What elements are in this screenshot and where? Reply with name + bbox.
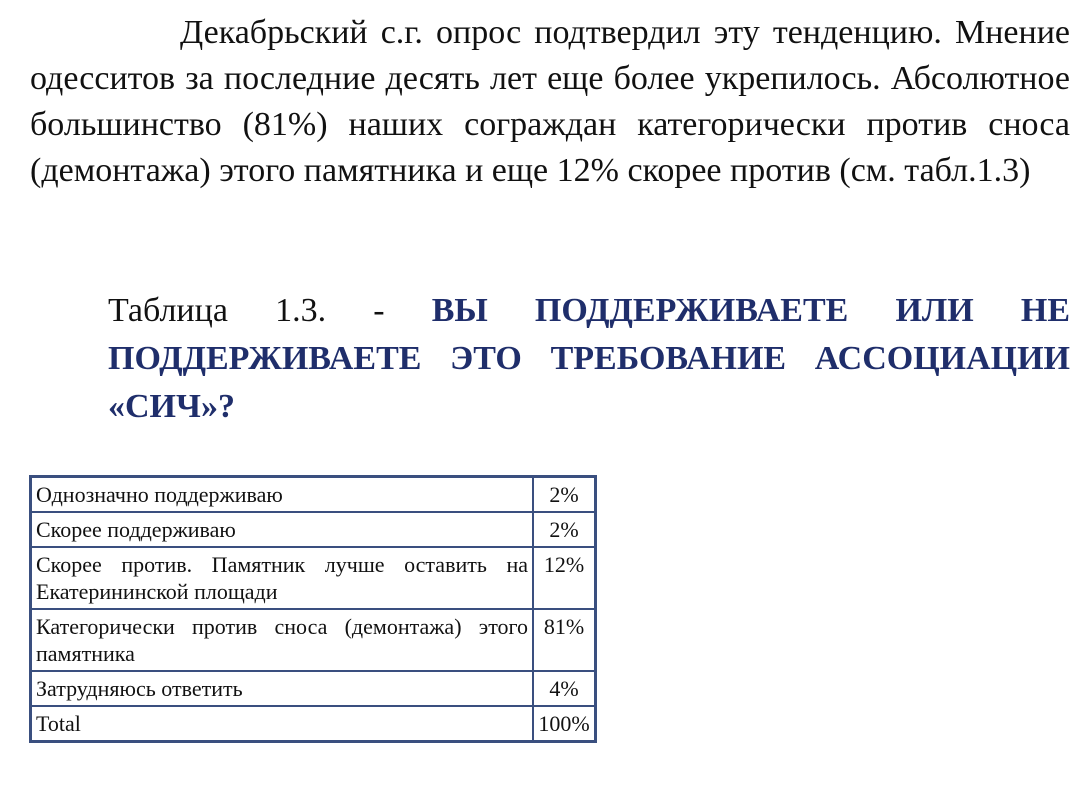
row-value: 81% [533,609,596,671]
table-row [31,671,596,706]
table-row [31,547,596,609]
table-caption-question: ВЫ ПОДДЕРЖИВАЕТЕ ИЛИ НЕ ПОДДЕРЖИВАЕТЕ ЭТО ТРЕБОВАНИЕ АССОЦИАЦИИ «СИЧ»? [108,292,1070,425]
row-value: 2% [533,477,596,513]
intro-paragraph: Декабрьский с.г. опрос подтвердил эту тенденцию. Мнение одесситов за последние десять лет еще более укрепилось. Абсолютное большинство (81%) наших сограждан категорически против сноса (демонтажа) этого памятника и еще 12% скорее против (см. табл.1.3) [30,14,1070,189]
row-value: 100% [533,706,596,742]
row-label: Затрудняюсь ответить [31,671,534,706]
row-value: 4% [533,671,596,706]
table-caption [108,287,1070,431]
table-row [31,512,596,547]
row-label: Скорее поддерживаю [31,512,534,547]
row-label: Однозначно поддерживаю [31,477,534,513]
table-row [31,609,596,671]
table-row [31,477,596,513]
table-row-total [31,706,596,742]
row-label: Скорее против. Памятник лучше оставить на Екатерининской площади [31,547,534,609]
row-label: Total [31,706,534,742]
row-value: 2% [533,512,596,547]
survey-results-table [29,475,597,743]
table-caption-prefix: Таблица 1.3. - [108,292,432,329]
row-value: 12% [533,547,596,609]
row-label: Категорически против сноса (демонтажа) этого памятника [31,609,534,671]
